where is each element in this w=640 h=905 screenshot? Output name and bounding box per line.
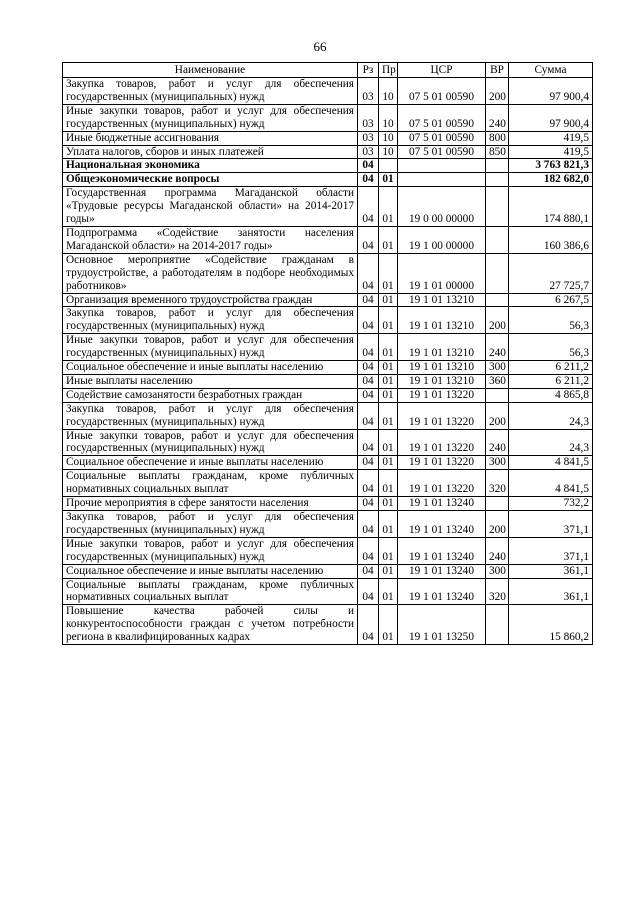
cell-rz: 04 — [358, 605, 379, 645]
table-header-row — [63, 63, 593, 78]
cell-name: Организация временного трудоустройства граждан — [63, 293, 358, 307]
cell-rz: 04 — [358, 402, 379, 429]
cell-vr — [486, 605, 509, 645]
cell-vr — [486, 187, 509, 227]
cell-rz: 04 — [358, 307, 379, 334]
cell-name: Основное мероприятие «Содействие гражданам в трудоустройстве, а работодателям в подборе необходимых работников» — [63, 253, 358, 293]
cell-sum: 371,1 — [509, 537, 593, 564]
cell-csr: 19 1 01 13220 — [398, 388, 486, 402]
cell-vr: 850 — [486, 145, 509, 159]
cell-sum: 3 763 821,3 — [509, 159, 593, 173]
cell-sum: 4 841,5 — [509, 456, 593, 470]
cell-name: Содействие самозанятости безработных граждан — [63, 388, 358, 402]
cell-rz: 04 — [358, 578, 379, 605]
cell-csr: 19 1 01 13220 — [398, 456, 486, 470]
cell-pr: 01 — [379, 456, 398, 470]
cell-name: Иные бюджетные ассигнования — [63, 131, 358, 145]
cell-sum: 371,1 — [509, 511, 593, 538]
cell-csr: 19 1 01 13240 — [398, 497, 486, 511]
cell-pr: 01 — [379, 402, 398, 429]
cell-pr: 01 — [379, 293, 398, 307]
cell-pr: 01 — [379, 497, 398, 511]
cell-csr: 07 5 01 00590 — [398, 78, 486, 105]
cell-csr: 19 1 01 13210 — [398, 334, 486, 361]
cell-csr: 19 1 01 13210 — [398, 307, 486, 334]
cell-pr: 01 — [379, 388, 398, 402]
cell-pr — [379, 159, 398, 173]
cell-vr: 240 — [486, 429, 509, 456]
cell-pr: 01 — [379, 578, 398, 605]
table-row — [63, 429, 593, 456]
cell-rz: 04 — [358, 456, 379, 470]
cell-name: Социальное обеспечение и иные выплаты населению — [63, 361, 358, 375]
cell-vr: 300 — [486, 456, 509, 470]
cell-rz: 04 — [358, 429, 379, 456]
cell-pr: 01 — [379, 470, 398, 497]
cell-csr: 07 5 01 00590 — [398, 104, 486, 131]
table-row — [63, 374, 593, 388]
cell-rz: 04 — [358, 497, 379, 511]
table-row — [63, 361, 593, 375]
cell-vr: 320 — [486, 470, 509, 497]
cell-pr: 01 — [379, 374, 398, 388]
cell-rz: 04 — [358, 511, 379, 538]
cell-name: Иные закупки товаров, работ и услуг для обеспечения государственных (муниципальных) нужд — [63, 334, 358, 361]
cell-pr: 01 — [379, 226, 398, 253]
cell-vr: 300 — [486, 361, 509, 375]
cell-name: Государственная программа Магаданской области «Трудовые ресурсы Магаданской области» на 2014-2017 годы» — [63, 187, 358, 227]
cell-csr: 07 5 01 00590 — [398, 131, 486, 145]
cell-csr — [398, 173, 486, 187]
cell-vr — [486, 253, 509, 293]
cell-name: Социальные выплаты гражданам, кроме публичных нормативных социальных выплат — [63, 470, 358, 497]
cell-csr: 19 1 01 13220 — [398, 429, 486, 456]
cell-sum: 160 386,6 — [509, 226, 593, 253]
table-row — [63, 78, 593, 105]
header-pr: Пр — [379, 63, 398, 78]
cell-csr: 19 1 01 13210 — [398, 293, 486, 307]
table-row — [63, 131, 593, 145]
cell-sum: 174 880,1 — [509, 187, 593, 227]
cell-sum: 56,3 — [509, 307, 593, 334]
cell-rz: 04 — [358, 361, 379, 375]
cell-pr: 01 — [379, 361, 398, 375]
cell-pr: 10 — [379, 145, 398, 159]
cell-sum: 419,5 — [509, 145, 593, 159]
cell-rz: 03 — [358, 104, 379, 131]
cell-name: Иные закупки товаров, работ и услуг для обеспечения государственных (муниципальных) нужд — [63, 537, 358, 564]
cell-name: Закупка товаров, работ и услуг для обеспечения государственных (муниципальных) нужд — [63, 511, 358, 538]
table-row — [63, 226, 593, 253]
cell-rz: 04 — [358, 470, 379, 497]
table-row — [63, 537, 593, 564]
cell-pr: 01 — [379, 429, 398, 456]
page-number: 66 — [313, 39, 327, 54]
cell-name: Социальные выплаты гражданам, кроме публичных нормативных социальных выплат — [63, 578, 358, 605]
cell-name: Национальная экономика — [63, 159, 358, 173]
cell-vr: 240 — [486, 104, 509, 131]
cell-vr — [486, 226, 509, 253]
cell-csr: 19 1 01 13240 — [398, 578, 486, 605]
cell-name: Социальное обеспечение и иные выплаты населению — [63, 456, 358, 470]
cell-vr: 300 — [486, 564, 509, 578]
cell-rz: 04 — [358, 334, 379, 361]
cell-sum: 361,1 — [509, 578, 593, 605]
cell-csr: 19 1 01 13210 — [398, 361, 486, 375]
cell-rz: 03 — [358, 78, 379, 105]
cell-sum: 27 725,7 — [509, 253, 593, 293]
table-row — [63, 159, 593, 173]
cell-sum: 6 267,5 — [509, 293, 593, 307]
cell-pr: 01 — [379, 173, 398, 187]
header-name: Наименование — [63, 63, 358, 78]
cell-name: Общеэкономические вопросы — [63, 173, 358, 187]
table-row — [63, 307, 593, 334]
table-row — [63, 173, 593, 187]
cell-sum: 6 211,2 — [509, 374, 593, 388]
cell-csr: 19 1 01 13250 — [398, 605, 486, 645]
cell-name: Уплата налогов, сборов и иных платежей — [63, 145, 358, 159]
cell-rz: 04 — [358, 537, 379, 564]
table-row — [63, 293, 593, 307]
cell-name: Закупка товаров, работ и услуг для обеспечения государственных (муниципальных) нужд — [63, 402, 358, 429]
cell-sum: 361,1 — [509, 564, 593, 578]
cell-csr: 19 0 00 00000 — [398, 187, 486, 227]
cell-vr — [486, 293, 509, 307]
header-sum: Сумма — [509, 63, 593, 78]
cell-sum: 419,5 — [509, 131, 593, 145]
cell-rz: 03 — [358, 131, 379, 145]
header-vr: ВР — [486, 63, 509, 78]
cell-rz: 04 — [358, 226, 379, 253]
cell-csr: 19 1 01 13220 — [398, 470, 486, 497]
table-row — [63, 334, 593, 361]
cell-sum: 4 841,5 — [509, 470, 593, 497]
cell-rz: 03 — [358, 145, 379, 159]
table-row — [63, 578, 593, 605]
table-row — [63, 187, 593, 227]
cell-rz: 04 — [358, 374, 379, 388]
cell-vr: 800 — [486, 131, 509, 145]
cell-name: Иные закупки товаров, работ и услуг для обеспечения государственных (муниципальных) нужд — [63, 104, 358, 131]
cell-csr: 07 5 01 00590 — [398, 145, 486, 159]
cell-vr: 200 — [486, 307, 509, 334]
table-row — [63, 511, 593, 538]
cell-name: Повышение качества рабочей силы и конкурентоспособности граждан с учетом потребности региона в квалифицированных кадрах — [63, 605, 358, 645]
cell-sum: 97 900,4 — [509, 104, 593, 131]
cell-pr: 01 — [379, 564, 398, 578]
cell-csr: 19 1 00 00000 — [398, 226, 486, 253]
cell-vr — [486, 173, 509, 187]
cell-pr: 01 — [379, 605, 398, 645]
table-row — [63, 145, 593, 159]
table-row — [63, 497, 593, 511]
cell-name: Иные выплаты населению — [63, 374, 358, 388]
cell-name: Закупка товаров, работ и услуг для обеспечения государственных (муниципальных) нужд — [63, 307, 358, 334]
cell-sum: 56,3 — [509, 334, 593, 361]
cell-csr: 19 1 01 13210 — [398, 374, 486, 388]
cell-pr: 01 — [379, 253, 398, 293]
cell-rz: 04 — [358, 187, 379, 227]
cell-vr — [486, 497, 509, 511]
cell-vr: 360 — [486, 374, 509, 388]
table-row — [63, 470, 593, 497]
cell-csr: 19 1 01 13240 — [398, 537, 486, 564]
cell-sum: 24,3 — [509, 402, 593, 429]
cell-rz: 04 — [358, 293, 379, 307]
cell-vr — [486, 388, 509, 402]
cell-pr: 01 — [379, 307, 398, 334]
cell-vr: 320 — [486, 578, 509, 605]
cell-sum: 4 865,8 — [509, 388, 593, 402]
cell-pr: 10 — [379, 104, 398, 131]
cell-sum: 732,2 — [509, 497, 593, 511]
cell-pr: 01 — [379, 187, 398, 227]
table-row — [63, 253, 593, 293]
cell-name: Иные закупки товаров, работ и услуг для обеспечения государственных (муниципальных) нужд — [63, 429, 358, 456]
budget-table — [62, 62, 593, 645]
cell-vr: 240 — [486, 537, 509, 564]
cell-vr: 200 — [486, 402, 509, 429]
cell-rz: 04 — [358, 159, 379, 173]
cell-vr: 200 — [486, 511, 509, 538]
header-csr: ЦСР — [398, 63, 486, 78]
cell-csr: 19 1 01 13240 — [398, 511, 486, 538]
cell-vr: 240 — [486, 334, 509, 361]
cell-name: Закупка товаров, работ и услуг для обеспечения государственных (муниципальных) нужд — [63, 78, 358, 105]
cell-sum: 97 900,4 — [509, 78, 593, 105]
cell-csr: 19 1 01 00000 — [398, 253, 486, 293]
cell-sum: 182 682,0 — [509, 173, 593, 187]
table-row — [63, 456, 593, 470]
table-row — [63, 402, 593, 429]
cell-name: Прочие мероприятия в сфере занятости населения — [63, 497, 358, 511]
cell-rz: 04 — [358, 388, 379, 402]
cell-rz: 04 — [358, 173, 379, 187]
cell-pr: 10 — [379, 78, 398, 105]
cell-sum: 24,3 — [509, 429, 593, 456]
table-row — [63, 104, 593, 131]
cell-name: Подпрограмма «Содействие занятости населения Магаданской области» на 2014-2017 годы» — [63, 226, 358, 253]
cell-rz: 04 — [358, 564, 379, 578]
cell-pr: 01 — [379, 537, 398, 564]
cell-rz: 04 — [358, 253, 379, 293]
table-row — [63, 564, 593, 578]
cell-sum: 6 211,2 — [509, 361, 593, 375]
cell-name: Социальное обеспечение и иные выплаты населению — [63, 564, 358, 578]
cell-pr: 10 — [379, 131, 398, 145]
cell-pr: 01 — [379, 511, 398, 538]
cell-pr: 01 — [379, 334, 398, 361]
table-row — [63, 388, 593, 402]
cell-csr: 19 1 01 13240 — [398, 564, 486, 578]
cell-csr: 19 1 01 13220 — [398, 402, 486, 429]
header-rz: Рз — [358, 63, 379, 78]
cell-vr: 200 — [486, 78, 509, 105]
table-row — [63, 605, 593, 645]
cell-sum: 15 860,2 — [509, 605, 593, 645]
cell-vr — [486, 159, 509, 173]
cell-csr — [398, 159, 486, 173]
